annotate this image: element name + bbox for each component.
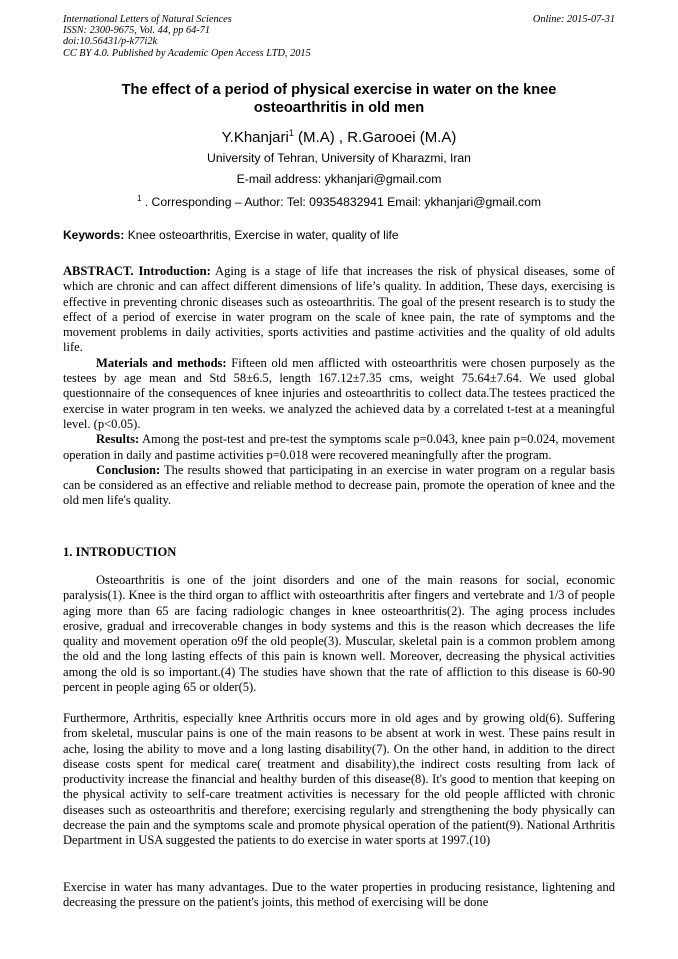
intro-paragraph-2 (63, 711, 615, 849)
online-date: Online: 2015-07-31 (532, 14, 615, 25)
abstract-intro-text: Aging is a stage of life that increases the risk of physical diseases, some of which are chronic and can affect different dimensions of life’s quality. In addition, These days, exercising is effective in preventing chronic diseases such as osteoarthritis. The goal of the present research is to study the effect of a period of exercise in water program on the scale of knee pain, the rate of symptoms and the movement problems in daily activities, sports activities and pastime activities and the quality of old adults life. (63, 264, 615, 355)
journal-name: International Letters of Natural Sciences (63, 14, 232, 25)
abstract-methods (63, 356, 615, 432)
abstract-methods-label: Materials and methods: (96, 355, 227, 370)
title-line-2: osteoarthritis in old men (253, 100, 425, 116)
affiliation: University of Tehran, University of Kharazmi, Iran (207, 151, 471, 165)
author-1-footnote-mark: 1 (288, 128, 294, 138)
author-1-name: Y.Khanjari (221, 129, 289, 146)
abstract-introduction (63, 264, 615, 356)
abstract-results-label: Results: (96, 432, 140, 447)
author-1-degree: (M.A) , (293, 129, 348, 146)
email-address: E-mail address: ykhanjari@gmail.com (236, 172, 442, 186)
keywords-label: Keywords: (63, 228, 125, 242)
title-line-1: The effect of a period of physical exercise in water on the knee (121, 82, 557, 98)
abstract-methods-text: Fifteen old men afflicted with osteoarthritis were chosen purposely as the testees by age mean and Std 58±6.5, length 167.12±7.35 cms, weight 75.64±7.64. We used global questionnaire of the consequences of knee injuries and osteoarthritis to collect data.The testees practiced the exercise in water program in ten weeks. we analyzed the achieved data by a correlated t-test at a meaningful level. (p<0.05). (63, 355, 615, 431)
abstract-conclusion (63, 463, 615, 509)
abstract-results (63, 432, 615, 463)
license-line: CC BY 4.0. Published by Academic Open Access LTD, 2015 (63, 47, 311, 59)
author-list (63, 124, 615, 147)
intro-paragraph-1-text: Osteoarthritis is one of the joint disorders and one of the main reasons for social, economic paralysis(1). Knee is the third organ to afflict with osteoarthritis after fingers and vertebrate and 1/3 of people aging more than 65 are facing radiologic changes in knee osteoarthritis(2). The aging process includes erosive, gradual and irrecoverable changes in body systems and this is the reason which decreases the life quality and movement operation o9f the old people(3). Muscular, skeletal pain is a common problem among the old and the long lasting effects of this pain is known well. Moreover, decreasing the physical activities among the old is so important.(4) The studies have shown that the rate of affliction to this disease is 60-90 percent in people aging 65 or older(5). (63, 573, 615, 695)
issn-line: ISSN: 2300-9675, Vol. 44, pp 64-71 (63, 25, 211, 37)
journal-header (63, 14, 615, 59)
corresponding-text: . Corresponding – Author: Tel: 09354832941 Email: ykhanjari@gmail.com (141, 195, 542, 210)
author-2-name: R.Garooei (M.A) (347, 129, 457, 146)
abstract-conclusion-label: Conclusion: (96, 462, 161, 477)
section-heading-introduction: 1. INTRODUCTION (63, 545, 177, 559)
intro-paragraph-1 (63, 573, 615, 695)
paper-title (63, 81, 615, 117)
corresponding-footnote-mark: 1 (136, 194, 142, 203)
abstract-intro-label: ABSTRACT. Introduction: (63, 264, 211, 278)
intro-paragraph-3 (63, 880, 615, 911)
intro-paragraph-3-text: Exercise in water has many advantages. Due to the water properties in producing resistance, lightening and decreasing the pressure on the patient's joints, this method of exercising will be done (63, 880, 615, 910)
abstract-results-text: Among the post-test and pre-test the symptoms scale p=0.043, knee pain p=0.024, movement operation in daily and pastime activities p=0.018 were recovered meaningfully after the program. (63, 432, 615, 462)
abstract-conclusion-text: The results showed that participating in an exercise in water program on a regular basis can be considered as an effective and reliable method to decrease pain, promote the operation of knee and the old men life's quality. (63, 462, 615, 508)
abstract (63, 264, 615, 509)
keywords-text: Knee osteoarthritis, Exercise in water, quality of life (124, 228, 399, 242)
keywords (63, 228, 615, 242)
corresponding-author (63, 192, 615, 209)
intro-paragraph-2-text: Furthermore, Arthritis, especially knee Arthritis occurs more in old ages and by growing old(6). Suffering from skeletal, muscular pains is one of the main reasons to be absent at work in west. These pains result in ache, losing the ability to move and a long lasting disability(7). On the other hand, in addition to the direct disease costs spent for medical care( treatment and disability),the indirect costs resulting from lack of productivity increase the financial and healthy burden of this disease(8). It's good to mention that keeping on the physical activity to self-care treatment activities is necessary for the old people afflicted with chronic diseases such as osteoarthritis and therefore; exercising regularly and strengthening the body physically can decrease the pain and the symptoms scale and promote physical operation of the patient(9). National Arthritis Department in USA suggested the patients to do exercise in water sports at 1997.(10) (63, 711, 615, 848)
doi-line: doi:10.56431/p-k77i2k (63, 36, 158, 48)
